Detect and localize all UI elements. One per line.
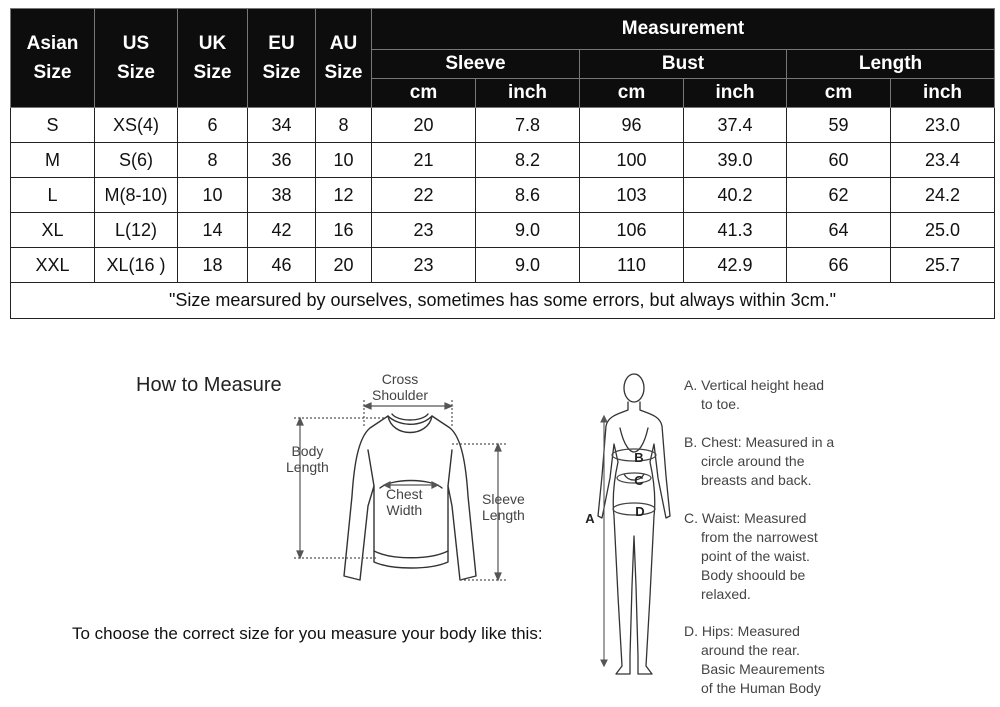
body-marker-c: C [634, 473, 644, 488]
table-cell: 6 [178, 108, 248, 143]
header-uk-size: UK Size [178, 9, 248, 108]
table-cell: M(8-10) [95, 178, 178, 213]
table-row [11, 248, 995, 283]
header-eu-size: EU Size [248, 9, 316, 108]
header-measurement: Measurement [372, 9, 995, 50]
body-marker-d: D [635, 504, 645, 519]
table-cell: XXL [11, 248, 95, 283]
header-length: Length [787, 50, 995, 79]
table-cell: 7.8 [476, 108, 580, 143]
measure-instruction-text: To choose the correct size for you measure your body like this: [72, 624, 543, 643]
table-cell: 8.6 [476, 178, 580, 213]
header-unit: inch [684, 79, 787, 108]
body-marker-b: B [634, 450, 644, 465]
table-cell: 10 [178, 178, 248, 213]
table-cell: L(12) [95, 213, 178, 248]
table-cell: 20 [372, 108, 476, 143]
sleeve-length-label: Sleeve Length [482, 491, 525, 523]
header-unit: inch [476, 79, 580, 108]
table-cell: 25.7 [891, 248, 995, 283]
table-cell: 21 [372, 143, 476, 178]
table-cell: XL(16 ) [95, 248, 178, 283]
table-cell: M [11, 143, 95, 178]
table-cell: 14 [178, 213, 248, 248]
table-cell: 20 [316, 248, 372, 283]
table-cell: 23.0 [891, 108, 995, 143]
table-cell: 16 [316, 213, 372, 248]
table-cell: 100 [580, 143, 684, 178]
header-unit: cm [372, 79, 476, 108]
table-cell: 42.9 [684, 248, 787, 283]
table-cell: 8 [316, 108, 372, 143]
table-cell: 103 [580, 178, 684, 213]
table-cell: 96 [580, 108, 684, 143]
chest-width-label: Chest Width [386, 486, 423, 518]
table-cell: 22 [372, 178, 476, 213]
table-cell: 42 [248, 213, 316, 248]
header-unit: cm [787, 79, 891, 108]
table-row [11, 108, 995, 143]
table-cell: 41.3 [684, 213, 787, 248]
how-to-measure-title: How to Measure [136, 374, 282, 396]
table-cell: 24.2 [891, 178, 995, 213]
size-disclaimer-note: "Size mearsured by ourselves, sometimes has some errors, but always within 3cm." [11, 283, 995, 319]
table-cell: 39.0 [684, 143, 787, 178]
header-unit: inch [891, 79, 995, 108]
body-length-label: Body Length [286, 443, 329, 475]
header-asian-size: Asian Size [11, 9, 95, 108]
table-cell: 9.0 [476, 248, 580, 283]
table-cell: 46 [248, 248, 316, 283]
table-cell: 64 [787, 213, 891, 248]
table-row [11, 143, 995, 178]
body-figure-diagram [584, 366, 684, 686]
table-cell: 40.2 [684, 178, 787, 213]
table-cell: 9.0 [476, 213, 580, 248]
table-cell: S(6) [95, 143, 178, 178]
table-cell: 23 [372, 248, 476, 283]
table-cell: 8 [178, 143, 248, 178]
header-us-size: US Size [95, 9, 178, 108]
size-chart-table [10, 8, 995, 319]
header-sleeve: Sleeve [372, 50, 580, 79]
header-bust: Bust [580, 50, 787, 79]
table-cell: 34 [248, 108, 316, 143]
table-cell: 23.4 [891, 143, 995, 178]
table-cell: 12 [316, 178, 372, 213]
table-row [11, 178, 995, 213]
body-outline-icon [598, 402, 670, 674]
table-cell: S [11, 108, 95, 143]
table-cell: XL [11, 213, 95, 248]
table-cell: L [11, 178, 95, 213]
table-cell: 23 [372, 213, 476, 248]
table-cell: 37.4 [684, 108, 787, 143]
table-note-row [11, 283, 995, 319]
body-marker-a: A [585, 511, 595, 526]
head-icon [624, 374, 644, 402]
table-cell: 110 [580, 248, 684, 283]
cross-shoulder-label: Cross Shoulder [372, 371, 429, 403]
table-cell: 10 [316, 143, 372, 178]
table-cell: 8.2 [476, 143, 580, 178]
table-cell: 62 [787, 178, 891, 213]
header-au-size: AU Size [316, 9, 372, 108]
table-cell: 66 [787, 248, 891, 283]
legend-item-d: D. Hips: Measured around the rear. Basic Meaurements of the Human Body [684, 623, 825, 696]
table-cell: 106 [580, 213, 684, 248]
legend-item-a: A. Vertical height head to toe. [684, 377, 825, 412]
table-cell: 59 [787, 108, 891, 143]
table-cell: 60 [787, 143, 891, 178]
legend-item-c: C. Waist: Measured from the narrowest point of the waist. Body shoould be relaxed. [684, 510, 818, 602]
table-cell: 36 [248, 143, 316, 178]
table-cell: 18 [178, 248, 248, 283]
table-cell: XS(4) [95, 108, 178, 143]
table-row [11, 213, 995, 248]
table-cell: 25.0 [891, 213, 995, 248]
table-cell: 38 [248, 178, 316, 213]
header-unit: cm [580, 79, 684, 108]
legend-item-b: B. Chest: Measured in a circle around the breasts and back. [684, 434, 835, 488]
